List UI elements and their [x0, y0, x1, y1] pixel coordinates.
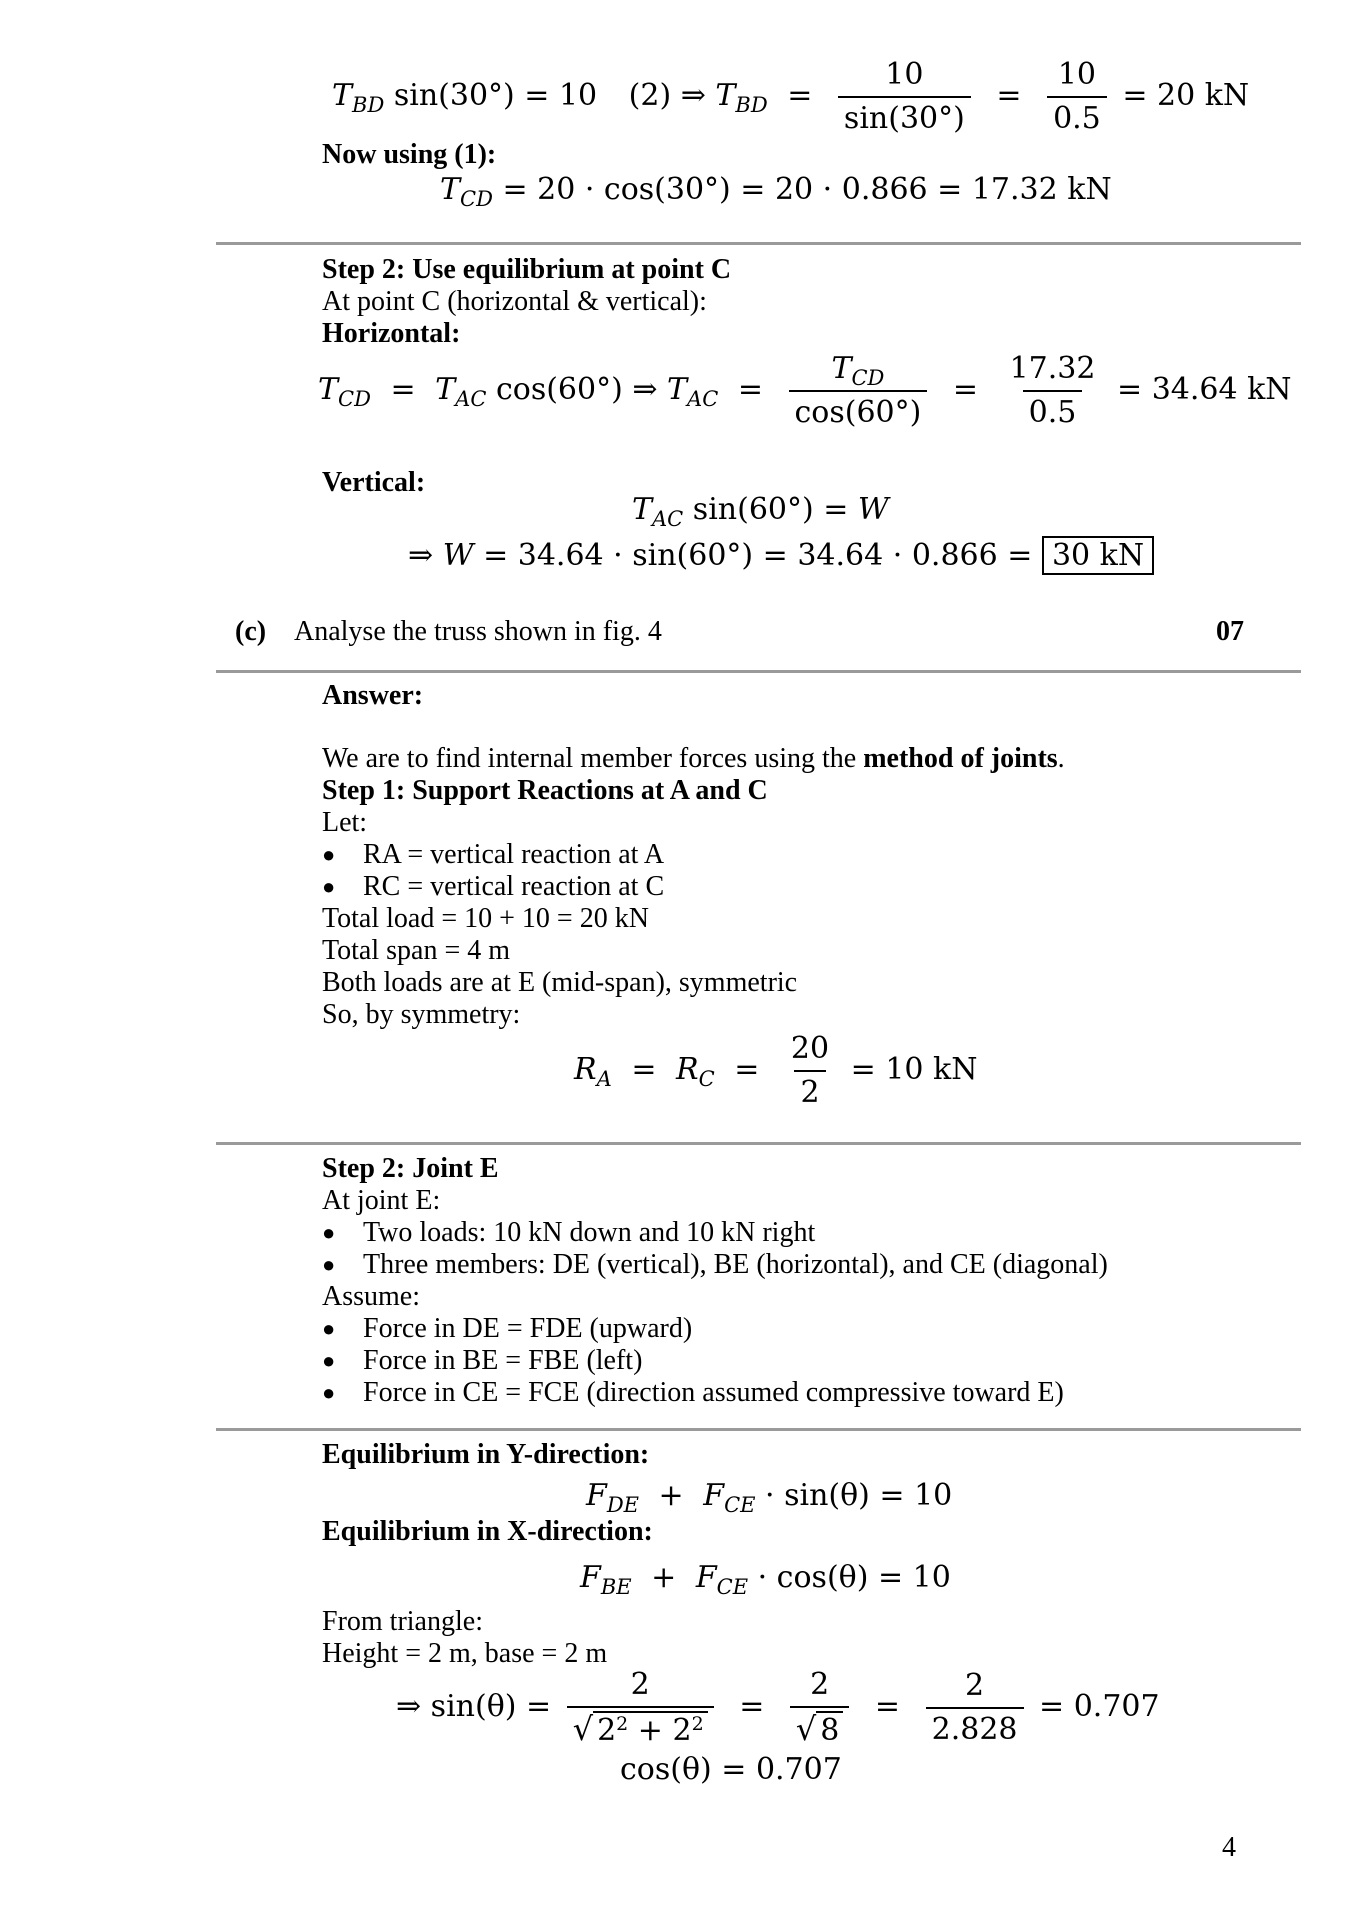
divider: [216, 670, 1301, 673]
from-triangle: From triangle:: [322, 1606, 483, 1637]
let-label: Let:: [322, 807, 368, 838]
eq-tbd-frac2: $\frac{10}{0.5}$: [1047, 58, 1107, 136]
eq-r-frac: $\frac{20}{2}$: [790, 1031, 830, 1110]
bullet: ●: [322, 1380, 336, 1405]
bullet: ●: [322, 1316, 336, 1341]
answer-intro: We are to find internal member forces using the method of joints.: [322, 743, 1065, 774]
step1-heading: Step 1: Support Reactions at A and C: [322, 775, 768, 806]
both-loads: Both loads are at E (mid-span), symmetric: [322, 967, 798, 998]
list-item: Force in CE = FCE (direction assumed compressive toward E): [363, 1377, 1064, 1408]
eq-x-direction: $F_{BE} + F_{CE} \cdot \cos(\theta) = 10$: [580, 1560, 951, 1599]
horizontal-label: Horizontal:: [322, 318, 461, 349]
total-span: Total span = 4 m: [322, 935, 511, 966]
step2-heading: Step 2: Use equilibrium at point C: [322, 254, 732, 285]
eq-vertical-1: $T_{AC}$ sin(60°) = W: [632, 492, 889, 531]
bullet: ●: [322, 874, 336, 899]
eq-y-label: Equilibrium in Y-direction:: [322, 1439, 650, 1470]
bullet: ●: [322, 1348, 336, 1373]
page-number: 4: [1222, 1832, 1236, 1863]
eq-vertical-2: ⇒ W = 34.64 · sin(60°) = 34.64 · 0.866 = 30 kN: [408, 538, 1154, 574]
assume-label: Assume:: [322, 1281, 420, 1312]
eq-tbd-result: = 20 kN: [1122, 78, 1250, 113]
list-item: RC = vertical reaction at C: [363, 871, 665, 902]
step2-joint-heading: Step 2: Joint E: [322, 1153, 499, 1184]
bullet: ●: [322, 1252, 336, 1277]
list-item: Force in BE = FBE (left): [363, 1345, 643, 1376]
divider: [216, 1142, 1301, 1145]
eq-tbd-frac1: $\frac{10}{\sin(30^\circ)}$: [838, 58, 971, 136]
eq-tbd-lhs: sin(30°) = 10: [393, 78, 598, 113]
so-symmetry: So, by symmetry:: [322, 999, 521, 1030]
eq-tbd: $T_{BD}$ sin(30°) = 10 (2) ⇒ $T_{BD}$ = $\frac{10}{\sin(30^\circ)}$ = $\frac{10}{0.5}$ = 20 kN: [332, 57, 1250, 136]
eq-y-direction: $F_{DE} + F_{CE} \cdot \sin(\theta) = 10$: [586, 1478, 953, 1517]
eq-tcd: $T_{CD} = 20 \cdot \cos(30^\circ) = 20 \cdot 0.866 = 17.32$ kN: [440, 172, 1112, 211]
question-label: (c): [235, 616, 267, 647]
eq-tbd-ref: (2) ⇒: [628, 78, 706, 113]
eq-sin-theta: ⇒ sin(θ) = $\frac{2}{√ 2^2 + 2^2}$ = $\frac{2}{√ 8}$ = $\frac{2}{2.828}$ = 0.707: [396, 1667, 1160, 1748]
step2-intro: At point C (horizontal & vertical):: [322, 286, 707, 317]
eq-x-label: Equilibrium in X-direction:: [322, 1516, 653, 1547]
list-item: Three members: DE (vertical), BE (horizontal), and CE (diagonal): [363, 1249, 1108, 1280]
list-item: Two loads: 10 kN down and 10 kN right: [363, 1217, 816, 1248]
eq-sin-frac1: $\frac{2}{√ 2^2 + 2^2}$: [567, 1668, 714, 1748]
question-text: Analyse the truss shown in fig. 4: [294, 616, 662, 647]
eq-reactions: $R_A = R_C$ = $\frac{20}{2}$ = 10 kN: [574, 1031, 978, 1110]
question-marks: 07: [1216, 616, 1244, 647]
bullet: ●: [322, 1220, 336, 1245]
at-joint-e: At joint E:: [322, 1185, 441, 1216]
eq-h-frac2: $\frac{17.32}{0.5}$: [1009, 351, 1096, 430]
list-item: RA = vertical reaction at A: [363, 839, 665, 870]
eq-sin-frac3: $\frac{2}{2.828}$: [926, 1669, 1024, 1747]
eq-horizontal: $T_{CD} = T_{AC}$ cos(60°) ⇒ $T_{AC}$ = $\frac{T_{CD}}{\cos(60^\circ)}$ = $\frac{17.32}{0.5}$ = 34.64 kN: [318, 351, 1292, 430]
eq-sin-frac2: $\frac{2}{√ 8}$: [790, 1668, 849, 1748]
eq-h-frac1: $\frac{T_{CD}}{\cos(60^\circ)}$: [789, 352, 928, 430]
answer-heading: Answer:: [322, 680, 424, 711]
divider: [216, 242, 1301, 245]
height-base: Height = 2 m, base = 2 m: [322, 1638, 608, 1669]
list-item: Force in DE = FDE (upward): [363, 1313, 693, 1344]
answer-box: 30 kN: [1042, 536, 1154, 575]
now-using-label: Now using (1):: [322, 139, 497, 170]
bullet: ●: [322, 842, 336, 867]
eq-cos-theta: cos(θ) = 0.707: [620, 1752, 842, 1787]
divider: [216, 1428, 1301, 1431]
vertical-label: Vertical:: [322, 467, 426, 498]
total-load: Total load = 10 + 10 = 20 kN: [322, 903, 649, 934]
